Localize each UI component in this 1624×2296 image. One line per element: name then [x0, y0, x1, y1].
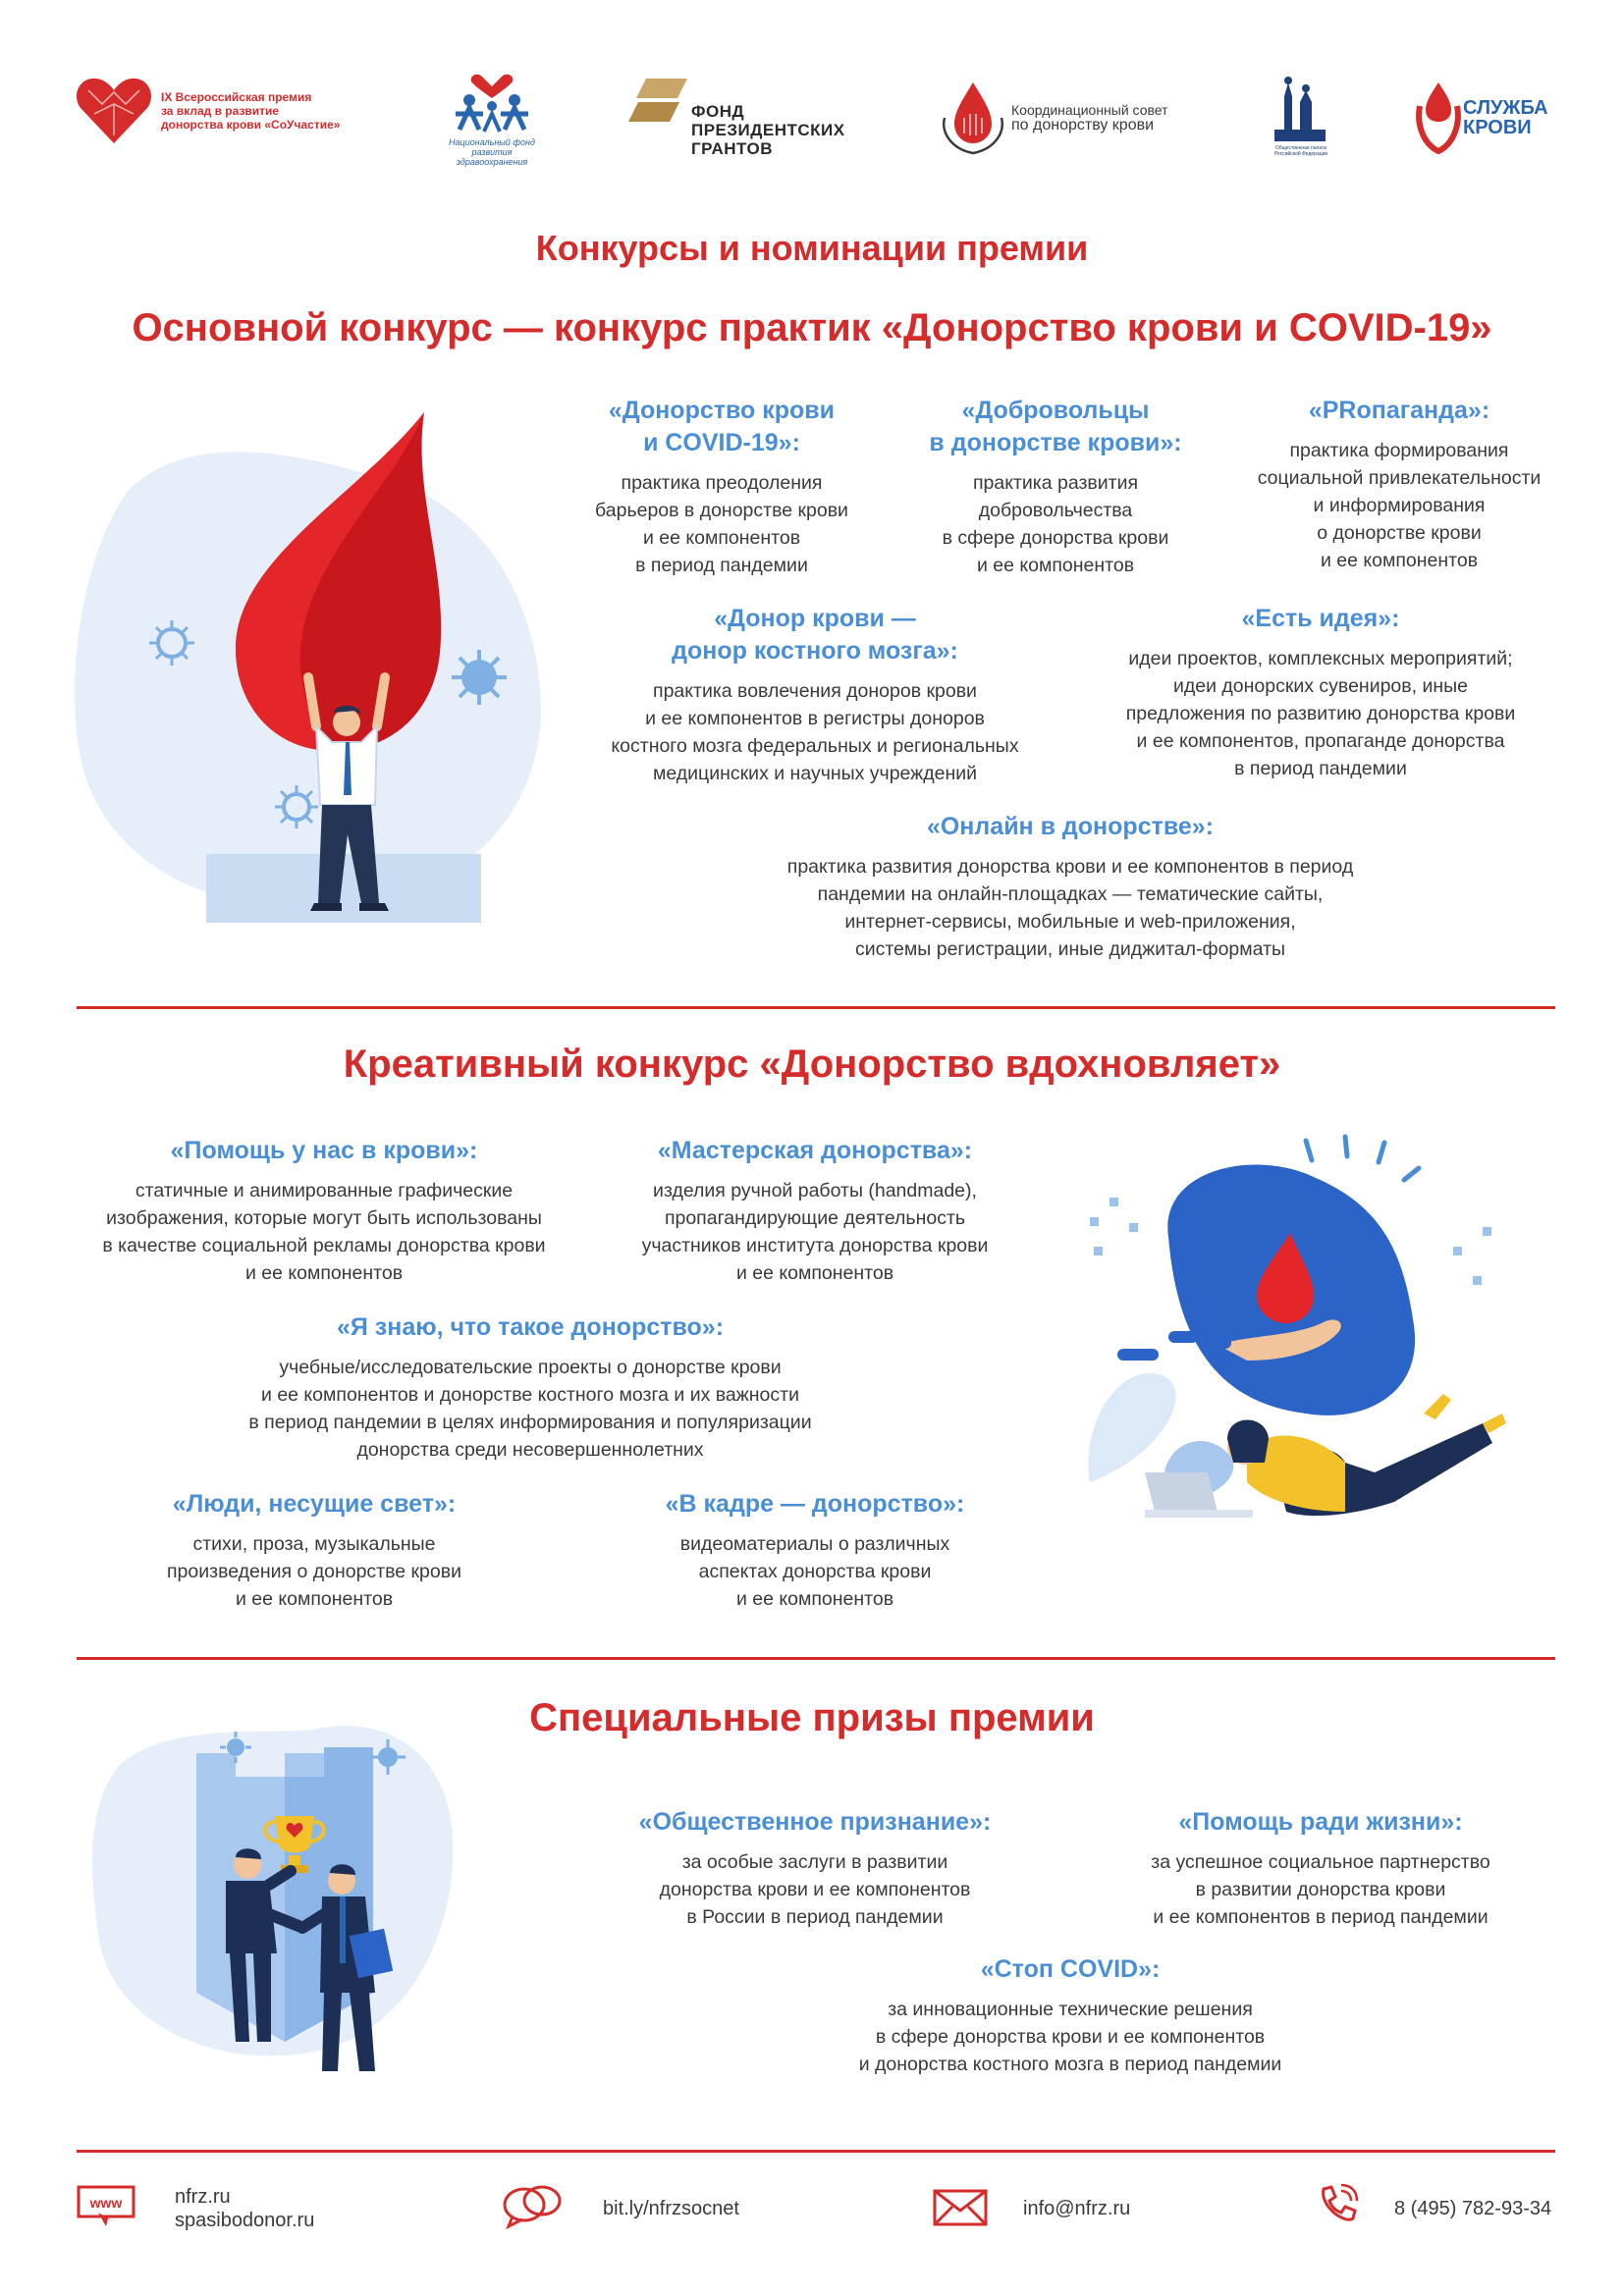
nomination-description: идеи проектов, комплексных мероприятий; идеи донорских сувениров, иные предложения по развитию донорства крови и ее компонентов, пропаганде донорства в период пандемии [1125, 648, 1516, 779]
nomination-title: «В кадре — донорство»: [665, 1490, 965, 1518]
page-title: Конкурсы и номинации премии [535, 228, 1089, 268]
nomination-title: «Мастерская донорства»: [657, 1137, 973, 1164]
blood-drop-illustration [69, 393, 619, 942]
section-divider [77, 1657, 1555, 1660]
nomination-card [59, 1135, 589, 1287]
phone-icon [1316, 2183, 1359, 2226]
people-heart-icon [450, 71, 534, 135]
nomination-title: «Я знаю, что такое донорство»: [336, 1313, 725, 1341]
nomination-card [579, 603, 1051, 787]
nomination-card [550, 395, 893, 579]
nomination-description: за успешное социальное партнерство в развитии донорства крови и ее компонентов в период пандемии [1151, 1851, 1490, 1928]
nomination-card [1100, 1806, 1542, 1931]
logo-public-chamber [1267, 75, 1335, 159]
envelope-icon [933, 2189, 988, 2226]
creative-contest-title: Креативный конкурс «Донорство вдохновляет» [343, 1042, 1281, 1086]
sk-emblem-icon [1414, 77, 1463, 155]
hands-drop-icon [939, 79, 1007, 157]
nomination-card [589, 1806, 1041, 1931]
logo-ks-line: Координационный совет [1011, 102, 1168, 118]
logo-sou-line: за вклад в развитие [161, 104, 280, 118]
footer-websites [77, 2181, 371, 2240]
logo-nfrz-line: развития здравоохранения [456, 147, 528, 167]
logo-sk-line: СЛУЖБА [1463, 97, 1548, 119]
footer-email-link[interactable]: info@nfrz.ru [1023, 2198, 1131, 2219]
logo-fpg-line: ФОНД [691, 102, 745, 121]
nomination-description: за инновационные технические решения в сфере донорства крови и ее компонентов и донорства костного мозга в период пандемии [858, 1999, 1282, 2075]
logo-sou-line: донорства крови «СоУчастие» [161, 118, 341, 132]
logo-op-line: Российской Федерации [1273, 151, 1328, 157]
nomination-title: «Люди, несущие свет»: [172, 1490, 457, 1518]
nomination-title: «Добровольцы в донорстве крови»: [929, 397, 1182, 456]
laptop-icon [1145, 1472, 1253, 1518]
heart-logo-icon [75, 75, 153, 145]
nomination-description: видеоматериалы о различных аспектах донорства крови и ее компонентов [679, 1533, 950, 1610]
section-divider [77, 1006, 1555, 1009]
nomination-card [727, 811, 1414, 963]
nomination-card [1218, 395, 1581, 574]
nomination-card [206, 1311, 854, 1464]
nomination-description: практика развития донорства крови и ее компонентов в период пандемии на онлайн-площадках — тематические сайты, интернет-сервисы, мобильные и web-приложения, системы регистрации, иные диджитал-форматы [786, 856, 1354, 960]
footer-phone [1316, 2181, 1561, 2230]
fpg-emblem-icon [626, 79, 687, 133]
nomination-title: «Есть идея»: [1241, 605, 1400, 632]
section-divider [77, 2150, 1555, 2153]
nomination-title: «PRопаганда»: [1308, 397, 1490, 424]
woman-figure [1227, 1394, 1506, 1516]
footer-social-link[interactable]: bit.ly/nfrzsocnet [603, 2198, 739, 2219]
nomination-card [569, 1135, 1060, 1287]
footer-site-link[interactable]: nfrz.ru [175, 2186, 231, 2208]
logo-fpg [626, 79, 862, 157]
logo-nfrz-line: Национальный фонд [449, 137, 535, 147]
nomination-title: «Онлайн в донорстве»: [926, 813, 1215, 840]
nomination-card [619, 1488, 1011, 1613]
logo-sk-line: КРОВИ [1463, 117, 1532, 138]
special-prizes-title: Специальные призы премии [529, 1696, 1095, 1739]
chat-bubbles-icon [501, 2183, 566, 2230]
nomination-description: за особые заслуги в развитии донорства крови и ее компонентов в России в период пандемии [659, 1851, 971, 1928]
nomination-title: «Общественное признание»: [638, 1808, 992, 1836]
logo-fpg-line: ГРАНТОВ [691, 139, 773, 158]
logo-ks-line: по донорству крови [1011, 117, 1155, 133]
handshake-trophy-illustration [88, 1708, 491, 2081]
nomination-description: учебные/исследовательские проекты о донорстве крови и ее компонентов и донорстве костного мозга и их важности в период пандемии в целях информирования и популяризации донорства среди несовершеннолетних [248, 1357, 812, 1461]
logo-coordination-council [939, 79, 1194, 157]
nomination-title: «Стоп COVID»: [980, 1955, 1161, 1983]
www-icon [77, 2185, 135, 2228]
nomination-title: «Помощь у нас в крови»: [170, 1137, 478, 1164]
monument-icon [1271, 75, 1329, 145]
virus-icon [452, 650, 507, 705]
logo-fpg-line: ПРЕЗИДЕНТСКИХ [691, 121, 845, 139]
nomination-card [884, 395, 1227, 579]
logo-sou-line: IX Всероссийская премия [161, 90, 312, 104]
svg-text:www: www [89, 2195, 123, 2211]
footer-social [501, 2183, 815, 2232]
logo-op-line: Общественная палата [1274, 145, 1327, 151]
nomination-description: статичные и анимированные графические изображения, которые могут быть использованы в качестве социальной рекламы донорства крови и ее компонентов [102, 1180, 546, 1284]
nomination-description: практика развития добровольчества в сфере донорства крови и ее компонентов [942, 472, 1169, 576]
footer-email [933, 2185, 1188, 2234]
nomination-description: практика формирования социальной привлекательности и информирования о донорстве крови и ее компонентов [1257, 440, 1542, 571]
nomination-title: «Донорство крови и COVID-19»: [608, 397, 836, 456]
nomination-description: практика преодоления барьеров в донорстве крови и ее компонентов в период пандемии [595, 472, 848, 576]
logo-sluzhba-krovi [1414, 77, 1561, 155]
nomination-description: практика вовлечения доноров крови и ее компонентов в регистры доноров костного мозга федеральных и региональных медицинских и научных учреждений [611, 680, 1019, 784]
nomination-description: стихи, проза, музыкальные произведения о донорстве крови и ее компонентов [166, 1533, 461, 1610]
nomination-card [805, 1953, 1335, 2078]
leaves [1088, 1373, 1175, 1482]
logo-nfrz [438, 71, 546, 167]
nomination-title: «Помощь ради жизни»: [1178, 1808, 1463, 1836]
footer-phone-number[interactable]: 8 (495) 782-93-34 [1394, 2198, 1552, 2219]
footer-site-link[interactable]: spasibodonor.ru [175, 2210, 315, 2231]
nomination-card [118, 1488, 511, 1613]
logo-souchastie [75, 75, 369, 145]
nomination-title: «Донор крови — донор костного мозга»: [672, 605, 958, 665]
nomination-description: изделия ручной работы (handmade), пропагандирующие деятельность участников института донорства крови и ее компонентов [641, 1180, 989, 1284]
nomination-card [1080, 603, 1561, 782]
woman-laptop-illustration [1051, 1129, 1561, 1600]
main-contest-title: Основной конкурс — конкурс практик «Донорство крови и COVID-19» [132, 306, 1492, 349]
